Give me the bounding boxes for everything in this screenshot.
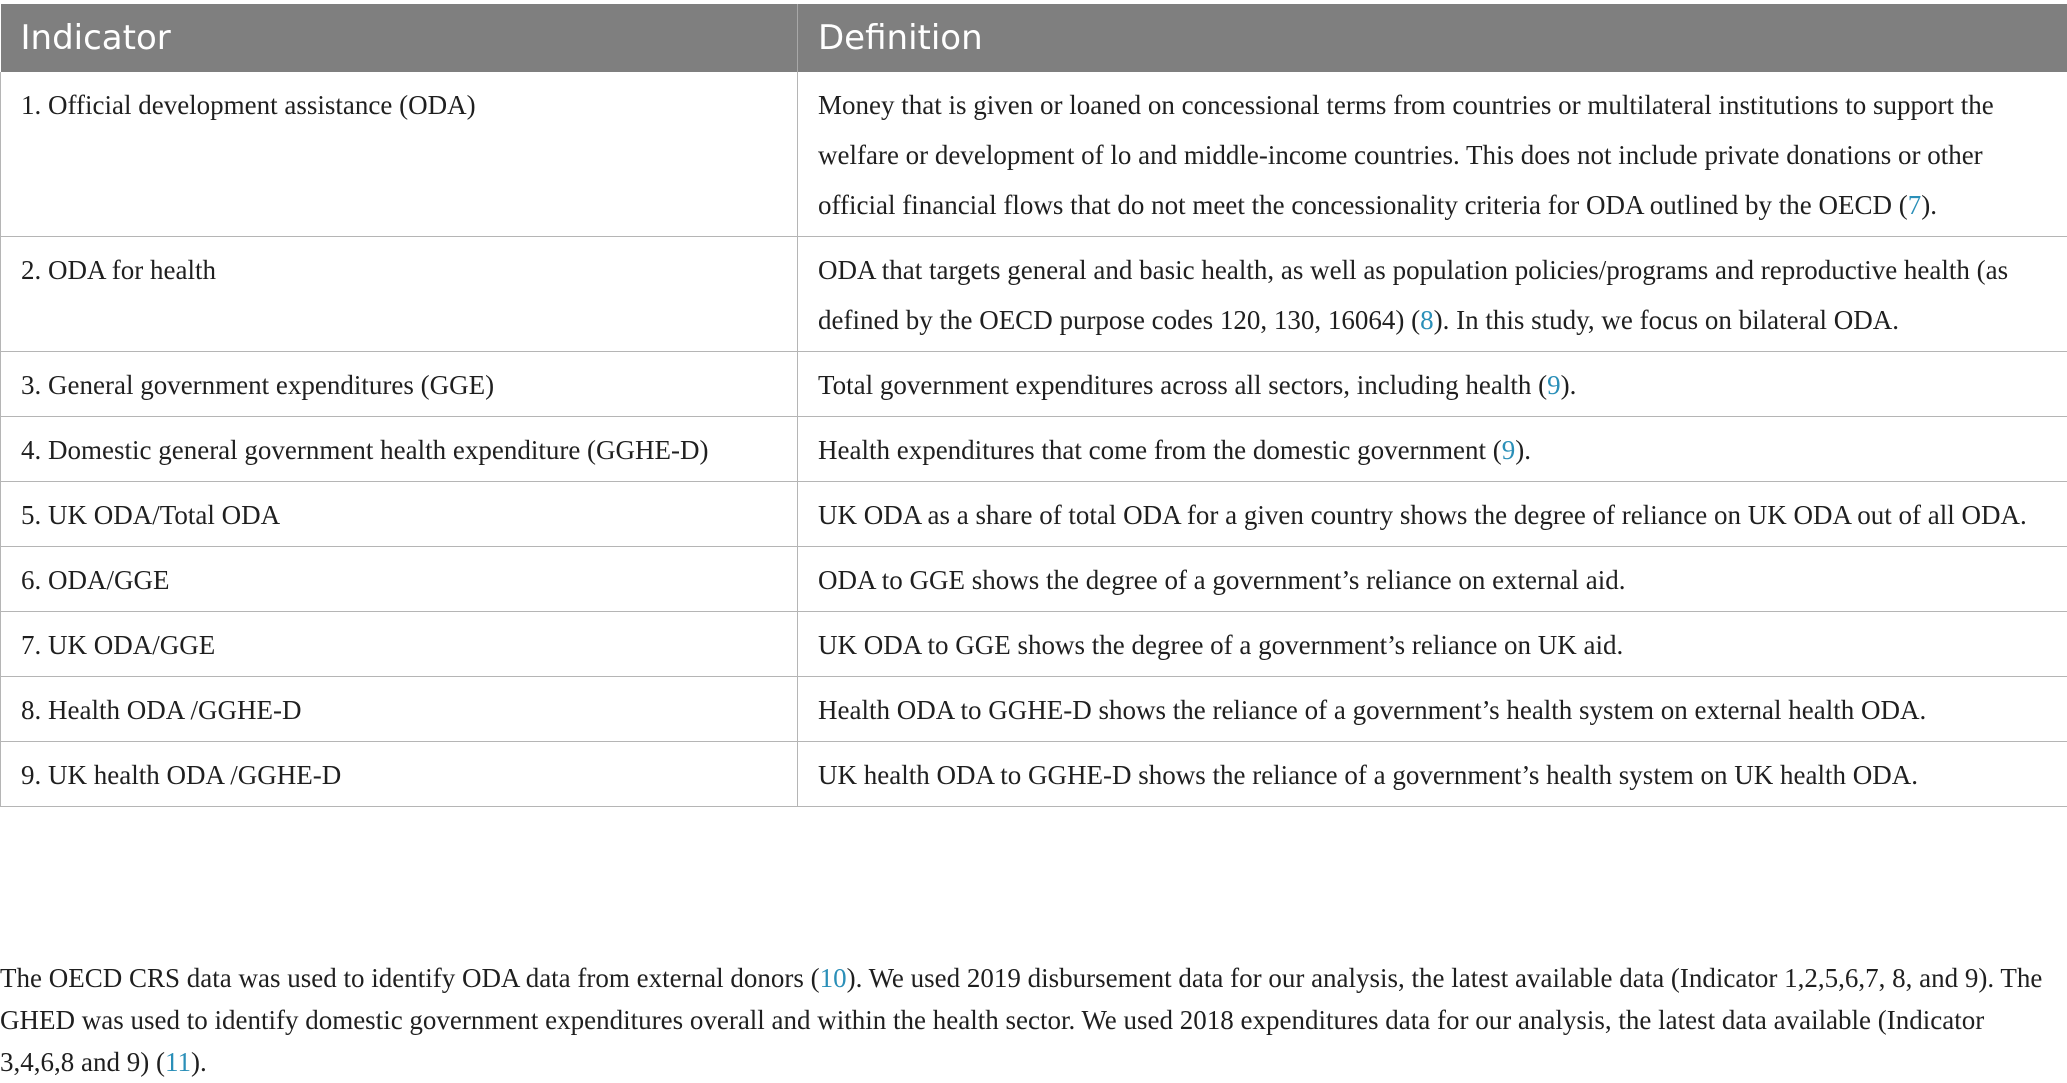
definition-cell <box>798 677 2067 742</box>
table-row <box>1 237 2067 352</box>
text-segment: ). <box>191 1047 207 1077</box>
text-segment: ). <box>1561 370 1577 400</box>
table-row <box>1 417 2067 482</box>
table-row <box>1 742 2067 807</box>
table-row <box>1 352 2067 417</box>
citation-link[interactable]: 7 <box>1908 190 1922 220</box>
table-row <box>1 547 2067 612</box>
indicator-cell: 6. ODA/GGE <box>1 547 798 612</box>
text-segment: ). <box>1515 435 1531 465</box>
indicator-cell: 5. UK ODA/Total ODA <box>1 482 798 547</box>
definition-cell <box>798 237 2067 352</box>
table-footnote <box>0 957 2060 1083</box>
text-segment: ODA that targets general and basic health, as well as population policies/programs and reproductive health (as defined by the OECD purpose codes 120, 130, 16064) ( <box>818 255 2008 335</box>
text-segment: ). We used 2019 disbursement data for our analysis, the latest available data (Indicator 1,2,5,6,7, 8, and 9). The GHED was used to identify domestic government expenditures overall and within the health sector. We used 2018 expenditures data for our analysis, the latest data available (Indicator 3,4,6,8 and 9) ( <box>0 963 2042 1077</box>
table-row <box>1 677 2067 742</box>
column-header-definition: Definition <box>798 4 2067 72</box>
text-segment: UK ODA to GGE shows the degree of a government’s reliance on UK aid. <box>818 630 1623 660</box>
definition-cell <box>798 547 2067 612</box>
definition-cell <box>798 612 2067 677</box>
text-segment: Total government expenditures across all sectors, including health ( <box>818 370 1547 400</box>
text-segment: UK ODA as a share of total ODA for a given country shows the degree of reliance on UK ODA out of all ODA. <box>818 500 2027 530</box>
text-segment: ). In this study, we focus on bilateral ODA. <box>1434 305 1899 335</box>
citation-link[interactable]: 9 <box>1547 370 1561 400</box>
citation-link[interactable]: 9 <box>1502 435 1516 465</box>
text-segment: ODA to GGE shows the degree of a government’s reliance on external aid. <box>818 565 1626 595</box>
indicator-table-container <box>0 4 2067 807</box>
indicator-cell: 2. ODA for health <box>1 237 798 352</box>
citation-link[interactable]: 10 <box>820 963 847 993</box>
text-segment: UK health ODA to GGHE-D shows the reliance of a government’s health system on UK health ODA. <box>818 760 1918 790</box>
table-row <box>1 72 2067 237</box>
text-segment: Health expenditures that come from the domestic government ( <box>818 435 1502 465</box>
text-segment: The OECD CRS data was used to identify ODA data from external donors ( <box>0 963 820 993</box>
column-header-indicator: Indicator <box>1 4 798 72</box>
definition-cell <box>798 742 2067 807</box>
table-header-row <box>1 4 2067 72</box>
indicator-cell: 4. Domestic general government health expenditure (GGHE-D) <box>1 417 798 482</box>
definition-cell <box>798 352 2067 417</box>
table-row <box>1 482 2067 547</box>
definition-cell <box>798 417 2067 482</box>
text-segment: Money that is given or loaned on concessional terms from countries or multilateral institutions to support the welfare or development of lo and middle-income countries. This does not include private donations or other official financial flows that do not meet the concessionality criteria for ODA outlined by the OECD ( <box>818 90 1994 220</box>
indicator-cell: 7. UK ODA/GGE <box>1 612 798 677</box>
indicator-cell: 8. Health ODA /GGHE-D <box>1 677 798 742</box>
table-row <box>1 612 2067 677</box>
indicator-cell: 3. General government expenditures (GGE) <box>1 352 798 417</box>
definition-cell <box>798 482 2067 547</box>
text-segment: Health ODA to GGHE-D shows the reliance of a government’s health system on external health ODA. <box>818 695 1926 725</box>
citation-link[interactable]: 11 <box>165 1047 191 1077</box>
indicator-cell: 9. UK health ODA /GGHE-D <box>1 742 798 807</box>
definition-cell <box>798 72 2067 237</box>
indicator-table <box>0 4 2067 807</box>
text-segment: ). <box>1921 190 1937 220</box>
indicator-cell: 1. Official development assistance (ODA) <box>1 72 798 237</box>
citation-link[interactable]: 8 <box>1420 305 1434 335</box>
